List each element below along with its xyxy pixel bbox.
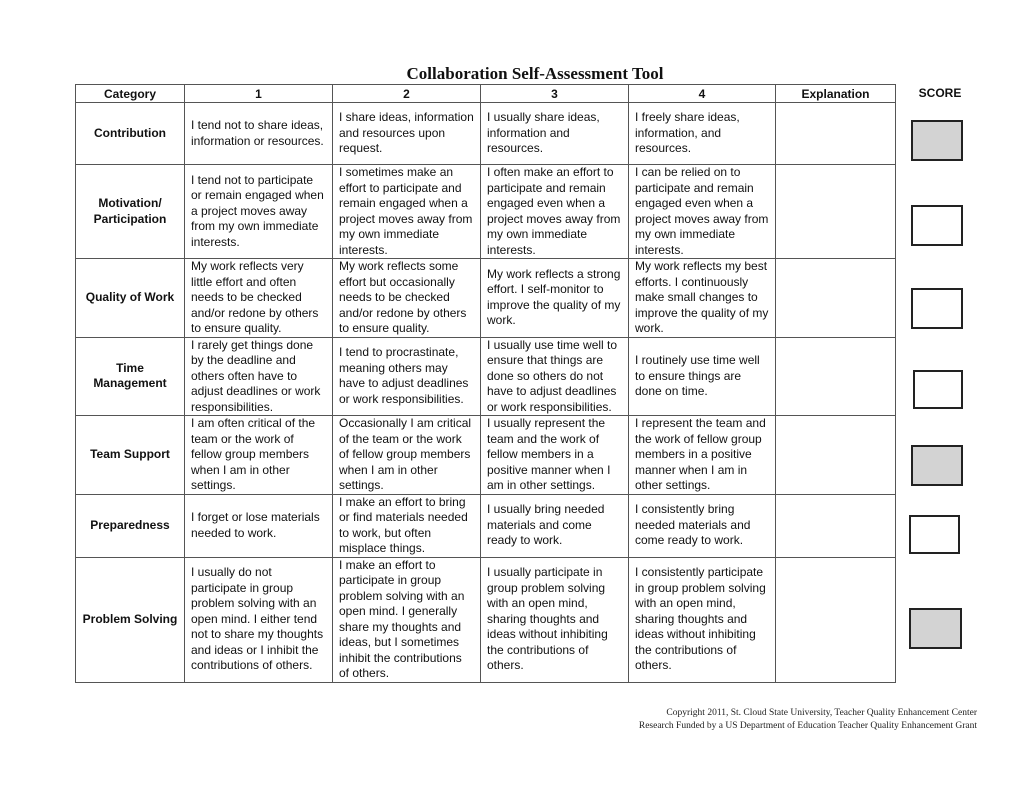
explanation-cell[interactable] — [776, 416, 896, 495]
score-box-preparedness[interactable] — [909, 515, 960, 554]
level-4-cell: My work reflects my best efforts. I continuously make small changes to improve the quality of my work. — [629, 259, 776, 338]
level-3-cell: I usually use time well to ensure that things are done so others do not have to adjust deadlines or work responsibilities. — [481, 337, 629, 416]
category-cell: Team Support — [76, 416, 185, 495]
level-1-cell: I am often critical of the team or the work of fellow group members when I am in other settings. — [185, 416, 333, 495]
header-category: Category — [76, 85, 185, 103]
level-1-cell: My work reflects very little effort and often needs to be checked and/or redone by others to ensure quality. — [185, 259, 333, 338]
score-box-team-support[interactable] — [911, 445, 963, 486]
header-level-4: 4 — [629, 85, 776, 103]
explanation-cell[interactable] — [776, 259, 896, 338]
score-box-time-management[interactable] — [913, 370, 963, 409]
level-1-cell: I tend not to participate or remain engaged when a project moves away from my own immediate interests. — [185, 165, 333, 259]
level-3-cell: My work reflects a strong effort. I self-monitor to improve the quality of my work. — [481, 259, 629, 338]
category-cell: Preparedness — [76, 494, 185, 557]
level-4-cell: I can be relied on to participate and remain engaged even when a project moves away from my own immediate interests. — [629, 165, 776, 259]
level-2-cell: I make an effort to participate in group problem solving with an open mind. I generally share my thoughts and ideas, but I sometimes inhibit the contributions of others. — [333, 557, 481, 682]
level-2-cell: I tend to procrastinate, meaning others may have to adjust deadlines or work responsibilities. — [333, 337, 481, 416]
level-3-cell: I often make an effort to participate and remain engaged even when a project moves away from my own immediate interests. — [481, 165, 629, 259]
category-cell: Time Management — [76, 337, 185, 416]
explanation-cell[interactable] — [776, 557, 896, 682]
table-row — [76, 259, 896, 338]
category-cell: Contribution — [76, 103, 185, 165]
category-cell: Quality of Work — [76, 259, 185, 338]
table-row — [76, 557, 896, 682]
funding-line: Research Funded by a US Department of Education Teacher Quality Enhancement Grant — [638, 721, 977, 731]
category-cell: Motivation/ Participation — [76, 165, 185, 259]
level-2-cell: I sometimes make an effort to participate and remain engaged when a project moves away from my own immediate interests. — [333, 165, 481, 259]
explanation-cell[interactable] — [776, 494, 896, 557]
level-1-cell: I usually do not participate in group problem solving with an open mind. I either tend not to share my thoughts and ideas or I inhibit the contributions of others. — [185, 557, 333, 682]
rubric-table — [75, 84, 896, 683]
header-explanation: Explanation — [776, 85, 896, 103]
level-3-cell: I usually bring needed materials and come ready to work. — [481, 494, 629, 557]
category-cell: Problem Solving — [76, 557, 185, 682]
level-1-cell: I forget or lose materials needed to work. — [185, 494, 333, 557]
level-1-cell: I rarely get things done by the deadline and others often have to adjust deadlines or work responsibilities. — [185, 337, 333, 416]
score-box-problem-solving[interactable] — [909, 608, 962, 649]
level-4-cell: I represent the team and the work of fellow group members in a positive manner when I am in other settings. — [629, 416, 776, 495]
explanation-cell[interactable] — [776, 337, 896, 416]
level-2-cell: I share ideas, information and resources upon request. — [333, 103, 481, 165]
score-box-quality[interactable] — [911, 288, 963, 329]
table-row — [76, 103, 896, 165]
level-4-cell: I freely share ideas, information, and resources. — [629, 103, 776, 165]
level-3-cell: I usually represent the team and the work of fellow members in a positive manner when I am in other settings. — [481, 416, 629, 495]
header-row — [76, 85, 896, 103]
level-3-cell: I usually participate in group problem solving with an open mind, sharing thoughts and ideas without inhibiting the contributions of others. — [481, 557, 629, 682]
score-header: SCORE — [918, 86, 962, 100]
header-level-1: 1 — [185, 85, 333, 103]
explanation-cell[interactable] — [776, 165, 896, 259]
page-title: Collaboration Self-Assessment Tool — [406, 64, 664, 83]
level-1-cell: I tend not to share ideas, information or resources. — [185, 103, 333, 165]
score-box-contribution[interactable] — [911, 120, 963, 161]
table-row — [76, 494, 896, 557]
level-4-cell: I consistently participate in group problem solving with an open mind, sharing thoughts and ideas without inhibiting the contributions of others. — [629, 557, 776, 682]
level-3-cell: I usually share ideas, information and resources. — [481, 103, 629, 165]
header-level-2: 2 — [333, 85, 481, 103]
table-row — [76, 337, 896, 416]
level-4-cell: I consistently bring needed materials and come ready to work. — [629, 494, 776, 557]
explanation-cell[interactable] — [776, 103, 896, 165]
level-4-cell: I routinely use time well to ensure things are done on time. — [629, 337, 776, 416]
footer — [639, 707, 977, 733]
level-2-cell: My work reflects some effort but occasionally needs to be checked and/or redone by others to ensure quality. — [333, 259, 481, 338]
copyright-line: Copyright 2011, St. Cloud State University, Teacher Quality Enhancement Center — [666, 708, 977, 718]
table-row — [76, 416, 896, 495]
header-level-3: 3 — [481, 85, 629, 103]
score-box-motivation[interactable] — [911, 205, 963, 246]
table-row — [76, 165, 896, 259]
level-2-cell: Occasionally I am critical of the team or the work of fellow group members when I am in other settings. — [333, 416, 481, 495]
level-2-cell: I make an effort to bring or find materials needed to work, but often misplace things. — [333, 494, 481, 557]
